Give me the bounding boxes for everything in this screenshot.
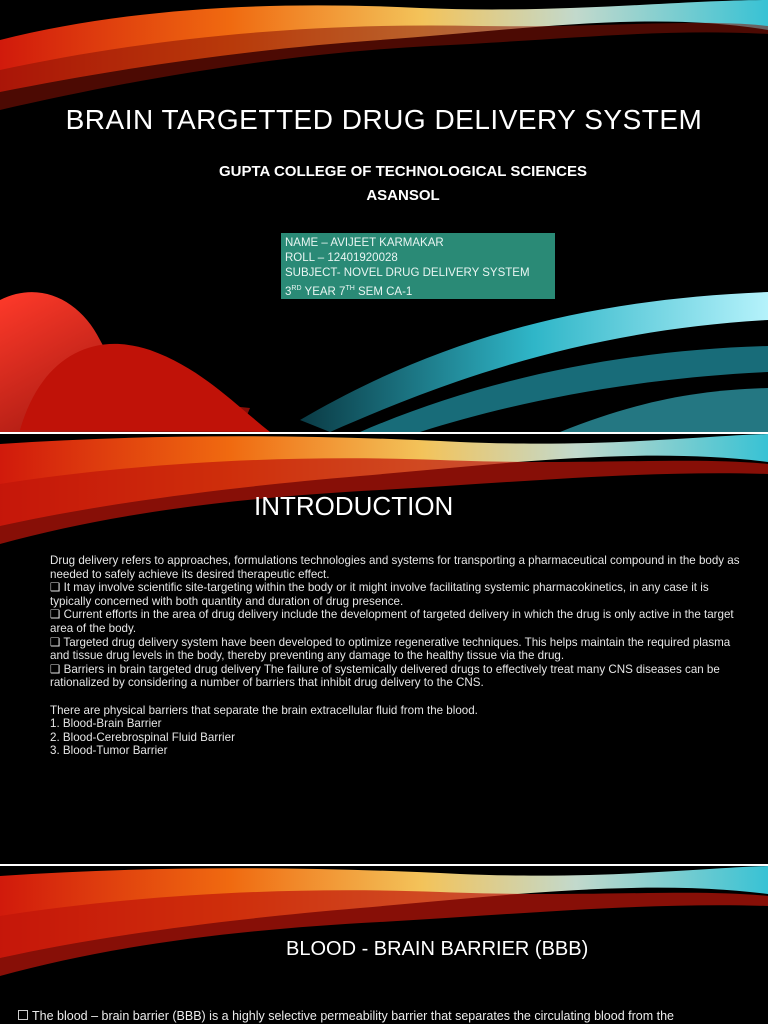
introduction-body <box>50 554 750 758</box>
intro-paragraph: Drug delivery refers to approaches, formulations technologies and systems for transporting a pharmaceutical compound in the body as needed to safely achieve its desired therapeutic effect. <box>50 554 740 581</box>
year-semester: 3RD YEAR 7TH SEM CA-1 <box>285 285 413 298</box>
slide-heading: INTRODUCTION <box>254 491 454 521</box>
bbb-first-bullet: The blood – brain barrier (BBB) is a highly selective permeability barrier that separates the circulating blood from the <box>18 1009 674 1023</box>
barrier-item: 2. Blood-Cerebrospinal Fluid Barrier <box>50 730 235 744</box>
barrier-item: 1. Blood-Brain Barrier <box>50 717 162 731</box>
slide-title <box>0 0 768 432</box>
barrier-item: 3. Blood-Tumor Barrier <box>50 744 168 758</box>
subject: SUBJECT- NOVEL DRUG DELIVERY SYSTEM <box>285 267 530 279</box>
college-line-2: ASANSOL <box>366 187 440 204</box>
student-roll: ROLL – 12401920028 <box>285 252 398 264</box>
slide-heading: BLOOD - BRAIN BARRIER (BBB) <box>286 938 589 960</box>
college-line-1: GUPTA COLLEGE OF TECHNOLOGICAL SCIENCES <box>218 163 588 180</box>
barriers-intro: There are physical barriers that separate the brain extracellular fluid from the blood. <box>50 703 478 717</box>
intro-bullet: ❑ Targeted drug delivery system have been developed to optimize regenerative techniques. This helps maintain the required plasma and tissue drug levels in the body, thereby preventing any damage to the healthy tissue via the drug. <box>50 635 731 663</box>
slide-bbb <box>0 866 768 1024</box>
presentation-title: BRAIN TARGETTED DRUG DELIVERY SYSTEM <box>65 104 703 135</box>
slide-background-swirl <box>0 0 768 432</box>
slide-background-swirl <box>0 866 768 986</box>
intro-bullet: ❑ Barriers in brain targeted drug delivery The failure of systemically delivered drugs to effectively treat many CNS diseases can be rationalized by considering a number of barriers that inhibit drug delivery to the CNS. <box>50 662 720 690</box>
college-name <box>0 160 768 208</box>
intro-bullet: ❑ It may involve scientific site-targeting within the body or it might involve facilitating systemic pharmacokinetics, in any case it is typically concerned with both quantity and duration of drug presence. <box>50 581 709 608</box>
student-name: NAME – AVIJEET KARMAKAR <box>285 237 444 249</box>
slide-introduction <box>0 434 768 864</box>
intro-bullet: ❑ Current efforts in the area of drug delivery include the development of targeted delivery in which the drug is only active in the target area of the body. <box>50 608 734 635</box>
student-info-box <box>281 233 555 299</box>
checkbox-bullet-icon <box>18 1010 28 1020</box>
